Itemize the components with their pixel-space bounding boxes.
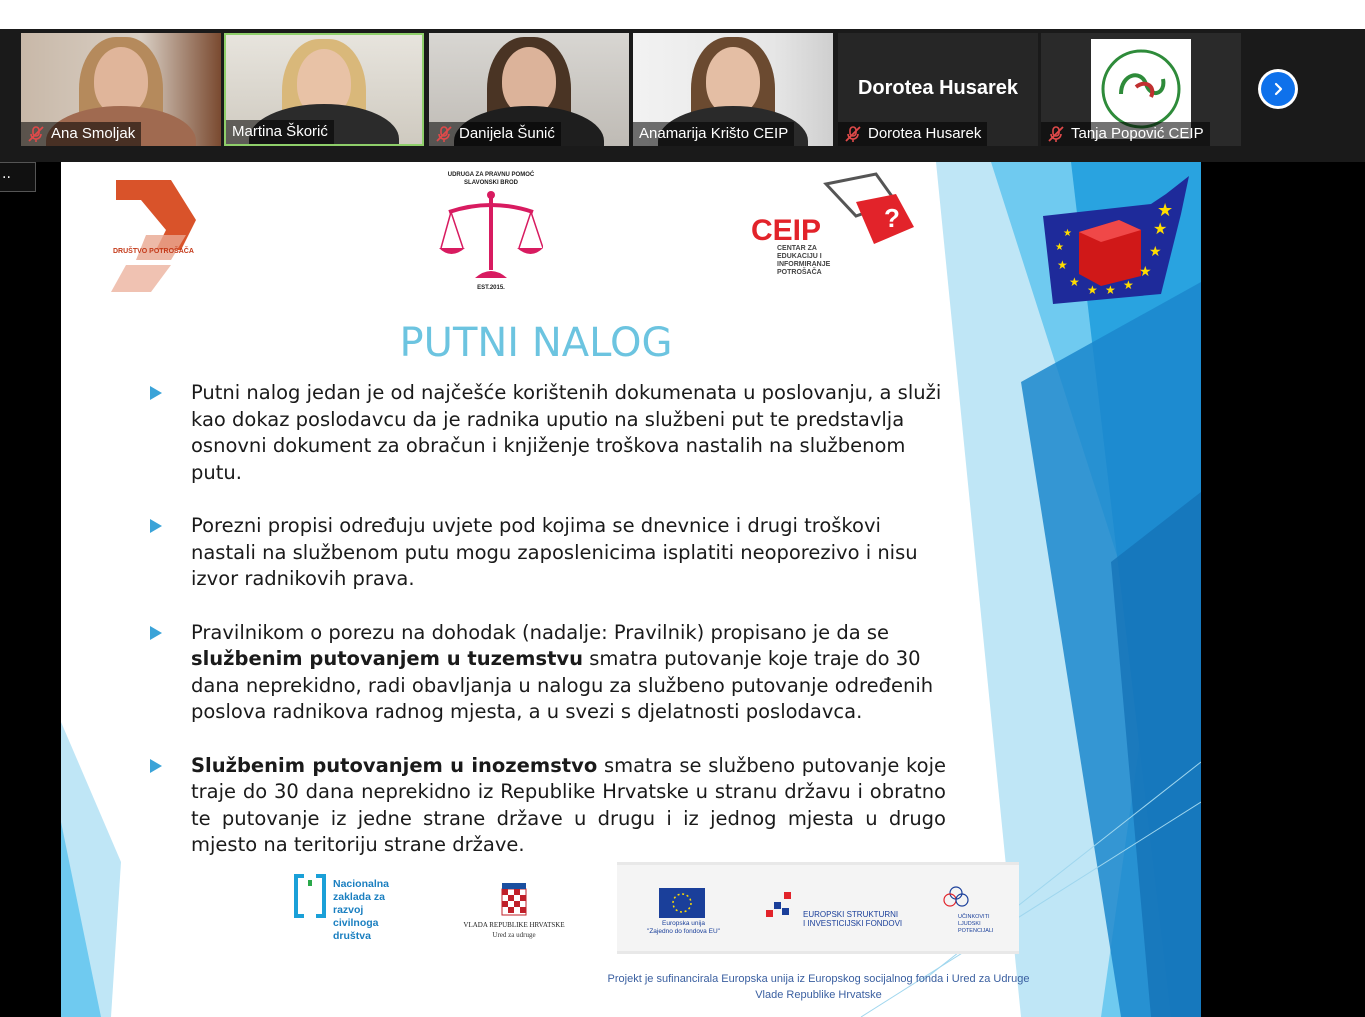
udruga-logo-line2: SLAVONSKI BROD	[464, 180, 518, 186]
svg-text:★: ★	[1069, 275, 1080, 289]
participant-name-tag	[21, 122, 141, 146]
participant-name-tag	[429, 122, 561, 146]
participant-tile[interactable]	[21, 33, 221, 146]
participant-name: Tanja Popović CEIP	[1071, 125, 1204, 142]
participant-name-tag	[633, 122, 794, 146]
nacionalna-zaklada-label: Nacionalna zaklada za razvoj civilnoga društva	[333, 878, 390, 942]
ceip-logo-text: CEIP	[751, 214, 822, 247]
participant-name: Anamarija Krišto CEIP	[639, 125, 789, 142]
mic-muted-icon	[844, 125, 862, 143]
participant-name-tag	[1041, 122, 1210, 146]
svg-text:★: ★	[1055, 242, 1064, 253]
mic-muted-icon	[1047, 125, 1065, 143]
mic-muted-icon	[27, 125, 45, 143]
bullet-arrow-icon	[150, 626, 162, 640]
svg-text:★: ★	[1153, 219, 1168, 238]
participant-tile[interactable]	[1041, 33, 1241, 146]
top-bar	[0, 0, 1365, 29]
chevron-right-icon	[1270, 81, 1286, 97]
vlada-label: VLADA REPUBLIKE HRVATSKE	[463, 921, 565, 929]
svg-text:★: ★	[1157, 200, 1174, 221]
participant-display-name: Dorotea Husarek	[857, 77, 1019, 99]
participant-name: Ana Smoljak	[51, 125, 136, 142]
share-right-margin	[1201, 162, 1365, 1017]
participant-tile-speaking[interactable]	[224, 33, 424, 146]
svg-text:★: ★	[1139, 264, 1152, 280]
nacionalna-zaklada-logo-icon	[294, 874, 326, 918]
drustvo-potrosaca-logo	[111, 180, 201, 295]
view-options-button[interactable]: ..	[0, 162, 36, 192]
bullet-item: Službenim putovanjem u inozemstvo smatra se službeno putovanje koje traje do 30 dana neprekidno iz Republike Hrvatske u stranu državu i obratno te putovanje iz jedne strane države u drugu i iz jednog mjesta u drugo mjesto na teritoriju strane države.	[146, 753, 946, 859]
ceip-tag-icon	[816, 172, 916, 252]
svg-text:★: ★	[1105, 283, 1116, 297]
slide-title: PUTNI NALOG	[399, 320, 673, 366]
bullet-item: Porezni propisi određuju uvjete pod kojima se dnevnice i drugi troškovi nastali na službenom putu mogu zaposlenicima isplatiti neoporezivo i nisu izvor radnikovih prava.	[146, 513, 946, 593]
participant-tile[interactable]	[429, 33, 629, 146]
ured-za-udruge-label: Ured za udruge	[492, 931, 536, 939]
eu-flag-label: Europska unija "Zajedno do fondova EU"	[647, 920, 720, 935]
esf-label: UČINKOVITI LJUDSKI POTENCIJALI	[958, 914, 994, 934]
croatian-coat-of-arms-icon	[501, 883, 527, 917]
share-left-margin	[0, 162, 61, 1017]
slide-footer-funding-note: Projekt je sufinancirala Europska unija iz Europskog socijalnog fonda i Ured za Udruge Vlade Republike Hrvatske	[607, 973, 1030, 1001]
participant-tile[interactable]	[838, 33, 1038, 146]
mic-muted-icon	[435, 125, 453, 143]
eu-flag-icon	[659, 888, 705, 918]
participant-name-tag	[838, 122, 987, 146]
eu-cube-logo	[1041, 174, 1191, 304]
participant-name: Dorotea Husarek	[868, 125, 982, 142]
svg-text:?: ?	[884, 203, 900, 233]
bullet-item: Putni nalog jedan je od najčešće korištenih dokumenata u poslovanju, a služi kao dokaz poslodavcu da je radnika uputio na službeni put te predstavlja osnovni dokument za obračun i knjiženje troškova nastalih na službenom putu.	[146, 380, 946, 486]
next-page-button[interactable]	[1258, 69, 1298, 109]
bullet-arrow-icon	[150, 759, 162, 773]
svg-text:★: ★	[1057, 258, 1068, 272]
participant-strip	[0, 29, 1365, 162]
bullet-arrow-icon	[150, 386, 162, 400]
shared-slide	[61, 162, 1201, 1017]
udruga-logo-line1: UDRUGA ZA PRAVNU POMOĆ	[447, 172, 535, 178]
esi-funds-icon	[764, 890, 800, 922]
svg-text:★: ★	[1087, 283, 1098, 297]
esi-funds-label: EUROPSKI STRUKTURNI I INVESTICIJSKI FONDOVI	[803, 910, 903, 928]
bullet-item: Pravilnikom o porezu na dohodak (nadalje: Pravilnik) propisano je da se službenim putovanjem u tuzemstvu smatra putovanje koje traje do 30 dana neprekidno, radi obavljanja u nalogu za službeno putovanje određenih poslova radnikova radnog mjesta, a u svezi s djelatnosti poslodavca.	[146, 620, 946, 726]
slide-bullet-list	[146, 380, 946, 859]
participant-name: Danijela Šunić	[459, 125, 555, 142]
svg-text:★: ★	[1149, 244, 1162, 260]
bullet-arrow-icon	[150, 519, 162, 533]
svg-text:★: ★	[1123, 278, 1134, 292]
ceip-logo-subtitle: CENTAR ZA EDUKACIJU I INFORMIRANJE POTROŠAČA	[777, 245, 831, 276]
participant-name: Martina Škorić	[232, 123, 328, 140]
esf-flower-icon	[941, 884, 971, 914]
udruga-logo-est: EST.2015.	[477, 285, 505, 291]
scales-of-justice-icon	[439, 190, 543, 282]
drustvo-logo-label: DRUŠTVO POTROŠAČA	[113, 248, 194, 255]
participant-tile[interactable]	[633, 33, 833, 146]
svg-text:★: ★	[1063, 228, 1072, 239]
participant-name-tag	[226, 120, 334, 144]
